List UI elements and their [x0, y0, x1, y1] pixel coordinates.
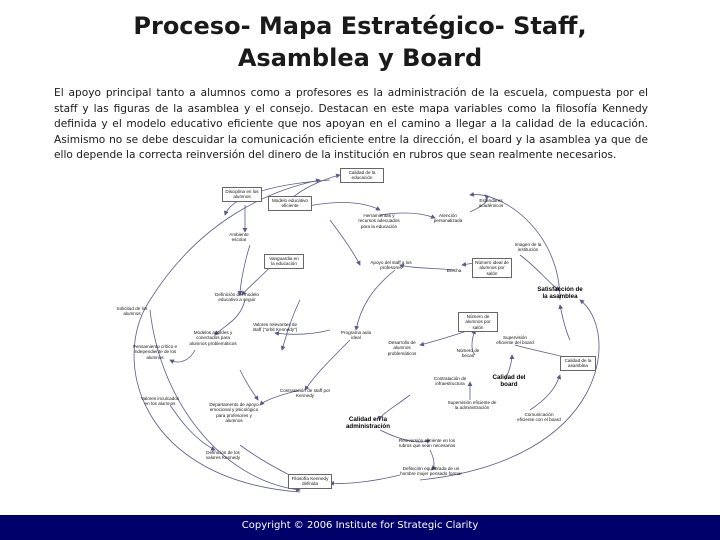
link-16: [560, 305, 570, 340]
node-definicion-modelo: Definición del modelo educativo a seguir: [215, 292, 259, 303]
node-definicion-equilibrada: Definición equilibrada de un hombre mujer pensado formar: [400, 466, 462, 477]
node-contratacion-infra: Contratación de infraestructura: [433, 376, 467, 387]
node-contratacion-staff: Contratación de staff por Kennedy: [279, 388, 331, 399]
node-herramientas: Herramientas y recursos adecuados para la educación: [358, 213, 400, 229]
node-numero-ideal: Número ideal de alumnos por salón: [472, 258, 512, 278]
slide-title-line-2: Asamblea y Board: [237, 44, 483, 72]
node-filosofia: Filosofía Kennedy definida: [288, 474, 332, 489]
link-20: [305, 340, 350, 390]
node-brecha: Brecha: [446, 268, 462, 273]
link-13: [420, 330, 470, 345]
node-comunicacion: Comunicación eficiente con el board: [517, 412, 561, 423]
node-supervision-board: Supervisión eficiente del board: [496, 335, 534, 346]
node-modelo-educativo: Modelo educativo eficiente: [268, 196, 312, 211]
node-estandares: Estándares académicos: [478, 198, 504, 209]
link-27: [330, 475, 400, 483]
node-disciplina: Disciplina en los alumnos: [222, 187, 262, 202]
node-numero-becas: Número de becas: [456, 348, 480, 359]
node-definicion-valores: Definición de los valores Kennedy: [205, 450, 241, 461]
copyright-text: Copyright © 2006 Institute for Strategic Clarity: [241, 520, 479, 531]
node-atencion: Atención personalizada: [433, 213, 463, 224]
link-outer-right: [420, 300, 599, 480]
node-desarrollo-alumnos: Desarrollo de alumnos problemáticos: [387, 340, 417, 356]
node-calidad-board: Calidad del board: [492, 374, 526, 389]
node-numero-alumnos-salon: Número de alumnos por salón: [458, 312, 498, 332]
link-12: [520, 255, 560, 290]
node-ambiente: Ambiente escolar: [229, 232, 249, 243]
link-18: [530, 375, 560, 410]
node-satisfaccion: Satisfacción de la asamblea: [537, 286, 583, 301]
node-modelos-acordes: Modelos acordes y conectados para alumnos problemáticos: [189, 330, 237, 346]
node-programa-aula: Programa aula ideal: [340, 330, 372, 341]
link-9: [356, 270, 395, 330]
node-valores-seleccion: Valores relevantes de staff ("orbit Kennedy"): [252, 322, 298, 333]
node-calidad-asamblea: Calidad de la asamblea: [560, 356, 596, 371]
node-pensamiento: Pensamiento crítico e independiente de los alumnos: [132, 344, 178, 360]
node-calidad-admin: Calidad en la administración: [345, 416, 390, 431]
node-supervision-admin: Supervisión eficiente de la administración: [447, 400, 497, 411]
node-calidad-educacion: Calidad de la educación: [340, 168, 384, 183]
node-depto-apoyo: Departamento de apoyo emocional y psicológico para profesores y alumnos: [209, 402, 259, 424]
node-reinversion: Reinversión eficiente en los rubros que sean necesarios: [398, 438, 456, 449]
slide-title-line-1: Proceso- Mapa Estratégico- Staff,: [133, 12, 587, 40]
node-apoyo-staff: Apoyo del staff a los profesores: [370, 260, 412, 271]
node-imagen: Imagen de la institución: [514, 242, 542, 253]
link-6: [240, 245, 250, 295]
link-32: [240, 370, 258, 400]
node-valores-inculcados: Valores inculcados en los alumnos: [140, 396, 180, 407]
node-solicitud: Solicitud de los alumnos: [116, 306, 148, 317]
intro-paragraph: El apoyo principal tanto a alumnos como a profesores es la administración de la escuela, compuesta por el staff y las figuras de la asamblea y el consejo. Destacan en este mapa variables como la filosofía Kennedy definida y el modelo educativo eficiente que nos apoyan en el camino a llegar a la calidad de la educación. Asimismo no se debe descuidar la comunicación eficiente entre la dirección, el board y la asamblea ya que de ello depende la correcta reinversión del dinero de la institución en rubros que sean realmente necesarios.: [54, 87, 648, 162]
node-vanguardia: Vanguardia en la educación: [264, 254, 304, 269]
